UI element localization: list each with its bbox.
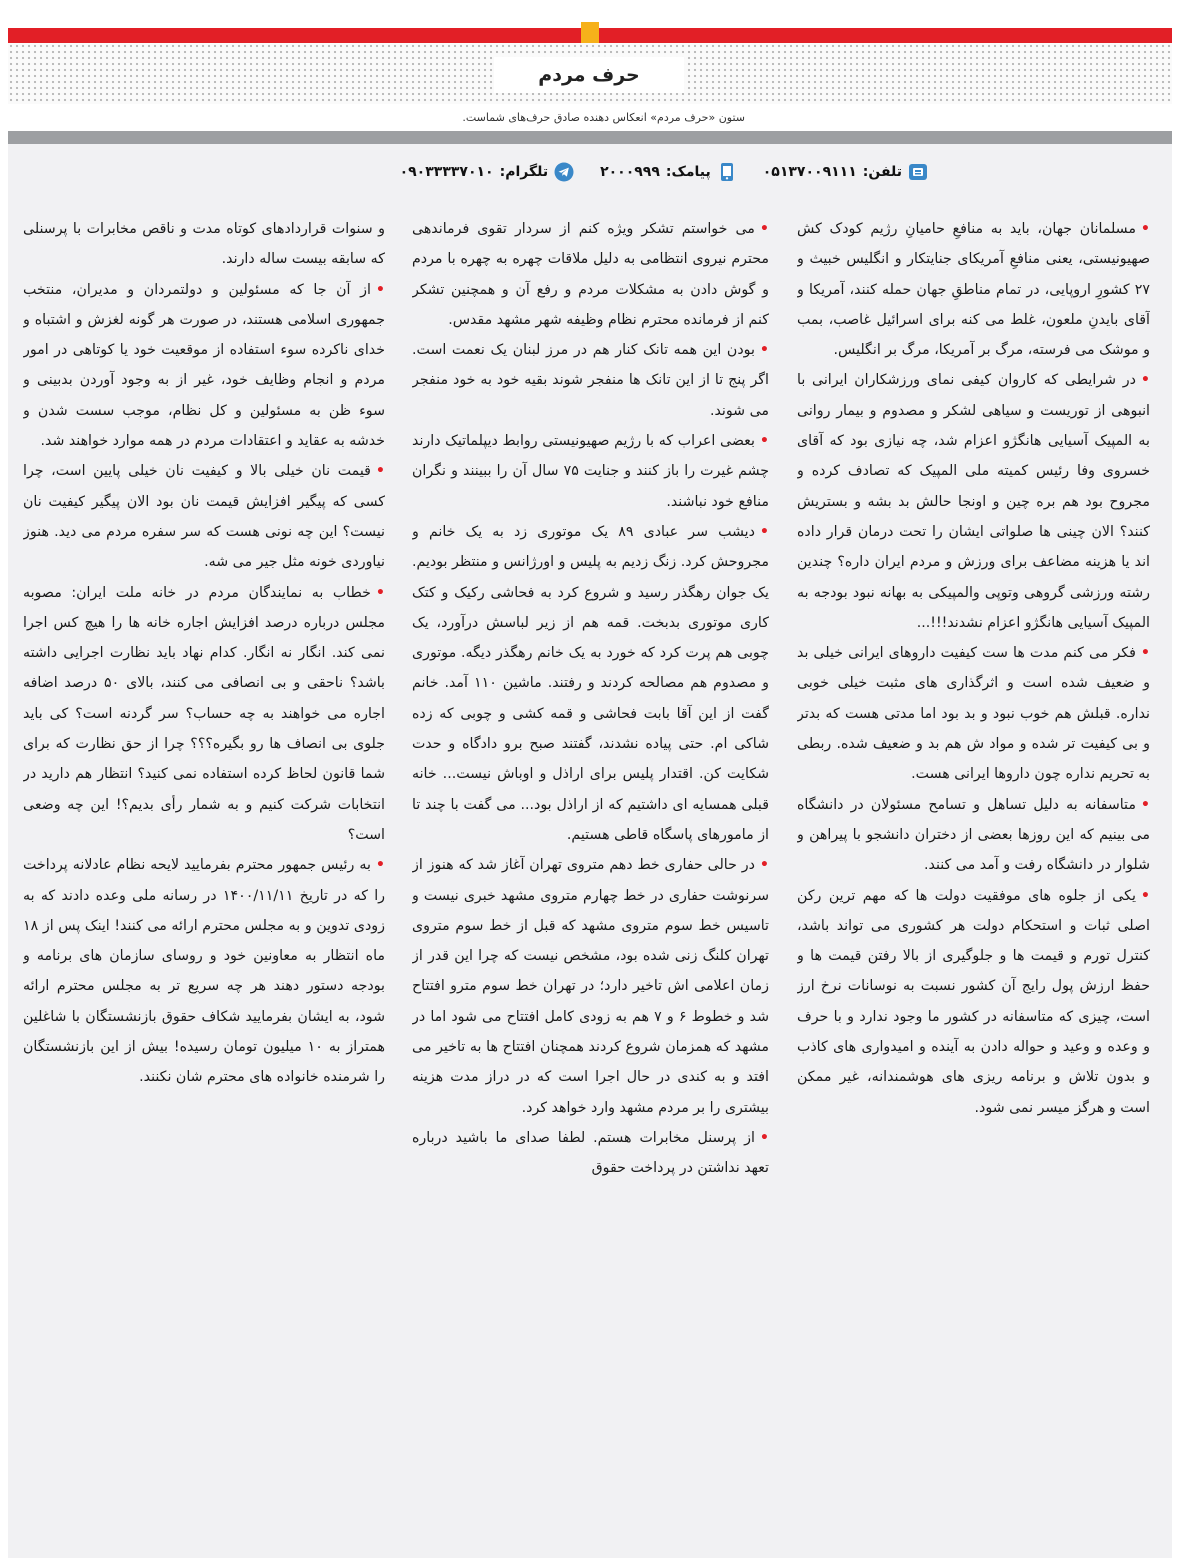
bullet-marker: •	[759, 342, 769, 359]
bullet-marker: •	[375, 857, 385, 874]
title-band	[8, 43, 1172, 104]
bullet-marker: •	[1140, 645, 1150, 662]
paragraph: •خطاب به نمایندگان مردم در خانه ملت ایران: مصوبه مجلس درباره درصد افزایش اجاره خانه ها را هیچ کس اجرا نمی کند. انگار نه انگار. کدام نهاد باید نظارت اجرایی داشته باشد؟ ناحقی و بی انصافی می کنند، بالای ۵۰ درصد اضافه اجاره می خواهند به چه حساب؟ سر گردنه است؟ کی باید جلوی بی انصاف ها رو بگیره؟؟؟ چرا از حق نظارت که برای شما قانون لحاظ کرده استفاده نمی کنید؟ انتظار هم دارید در انتخابات شرکت کنیم و به شمار رأی بدیم؟! این چه وضعی است؟	[23, 584, 385, 843]
column-middle	[412, 214, 769, 1549]
paragraph: •بعضی اعراب که با رژیم صهیونیستی روابط دیپلماتیک دارند چشم غیرت را باز کنند و جنایت ۷۵ سال آن را ببینند و نگران منافع خود نباشند.	[412, 433, 769, 510]
bullet-marker: •	[375, 463, 385, 480]
bullet-marker: •	[375, 281, 385, 298]
column-right	[797, 214, 1150, 1549]
paragraph: •مسلمانان جهان، باید به منافعِ حامیانِ رژیم کودک کش صهیونیستی، یعنی منافعِ آمریکای جنایتکار و انگلیس خبیث و ۲۷ کشورِ اروپایی، در تمام مناطقِ جهان حمله کنند، آمریکا و آقای بایدنِ ملعون، غلط می کنه برای اسرائیل غاصب، بمب و موشک می فرسته، مرگ بر آمریکا، مرگ بر انگلیس.	[797, 221, 1150, 359]
paragraph: •فکر می کنم مدت ها ست کیفیت داروهای ایرانی خیلی بد و ضعیف شده است و اثرگذاری های مثبت خیلی خوبی نداره. قبلش هم خوب نبود و بد بود اما مدتی هست که بدتر و بی کیفیت تر شده و مواد ش هم بد و ضعیف شده. ربطی به تحریم نداره چون داروها ایرانی هست.	[797, 645, 1150, 783]
gray-divider	[8, 131, 1172, 144]
bullet-marker: •	[375, 584, 385, 601]
telegram-icon	[554, 162, 574, 182]
paragraph: •می خواستم تشکر ویژه کنم از سردار تقوی فرماندهی محترم نیروی انتظامی به دلیل ملاقات چهره به چهره با مردم و گوش دادن به مشکلات مردم و رفع آن و همچنین تشکر کنم از فرمانده محترم نظام وظیفه شهر مشهد مقدس.	[412, 221, 769, 328]
paragraph: •قیمت نان خیلی بالا و کیفیت نان خیلی پایین است، چرا کسی که پیگیر افزایش قیمت نان بود الان پیگیر کیفیت نان نیست؟ این چه نونی هست که سر سفره مردم می دید. هنوز نیاوردی خونه مثل جیر می شه.	[23, 463, 385, 571]
paragraph: •به رئیس جمهور محترم بفرمایید لایحه نظام عادلانه پرداخت را که در تاریخ ۱۴۰۰/۱۱/۱۱ در رسانه ملی وعده دادند که به زودی تدوین و به مجلس محترم ارائه می کنند! اینک پس از ۱۸ ماه انتظار به معاونین خود و روسای سازمان های برنامه و بودجه دستور دهند هر چه سریع تر به مجلس محترم ارائه شود، به ایشان بفرمایید شکاف حقوق بازنشستگان با شاغلین همتراز به ۱۰ میلیون تومان رسیده! بیش از این بازنشستگان را شرمنده خانواده های محترم شان نکنند.	[23, 857, 385, 1086]
bullet-marker: •	[1140, 796, 1150, 813]
content-area	[8, 144, 1172, 1558]
contact-row	[268, 158, 928, 186]
telegram-label: تلگرام:	[499, 164, 549, 180]
phone-label: تلفن:	[862, 164, 902, 180]
bullet-marker: •	[1140, 372, 1150, 389]
bullet-marker: •	[759, 523, 769, 540]
bullet-marker: •	[759, 857, 769, 874]
phone-number[interactable]: ۰۵۱۳۷۰۰۹۱۱۱	[762, 164, 857, 180]
paragraph: •متاسفانه به دلیل تساهل و تسامح مسئولان در دانشگاه می بینیم که این روزها بعضی از دختران دانشجو با پیراهن و شلوار در دانشگاه رفت و آمد می کنند.	[797, 796, 1150, 874]
bullet-marker: •	[759, 1129, 769, 1146]
paragraph: •یکی از جلوه های موفقیت دولت ها که مهم ترین رکن اصلی ثبات و استحکام دولت هر کشوری می تواند باشد، کنترل تورم و قیمت ها و جلوگیری از بالا رفتن قیمت ها و حفظ ارزش پول رایج آن کشور نسبت به نوسانات نرخ ارز است، چیزی که متاسفانه در کشور ما وجود ندارد و با حرف و وعده و وعید و حواله دادن به آینده و امیدواری های کاذب و بدون تلاش و برنامه ریزی های هوشمندانه، غیر ممکن است و هرگز میسر نمی شود.	[797, 887, 1150, 1116]
paragraph: •از آن جا که مسئولین و دولتمردان و مدیران، منتخب جمهوری اسلامی هستند، در صورت هر گونه لغزش و اشتباه و خدای ناکرده سوء استفاده از موقعیت خود یا کوتاهی در امور مردم و انجام وظایف خود، غیر از به وجود آوردن بدبینی و سوء ظن به مسئولین و کل نظام، موجب سست شدن و خدشه به عقاید و اعتقادات مردم در همه موارد خواهند شد.	[23, 281, 385, 450]
bullet-marker: •	[759, 433, 769, 450]
paragraph: •بودن این همه تانک کنار هم در مرز لبنان یک نعمت است. اگر پنج تا از این تانک ها منفجر شوند بقیه خود به خود منفجر می شوند.	[412, 342, 769, 419]
bullet-marker: •	[759, 221, 769, 237]
sms-number[interactable]: ۲۰۰۰۹۹۹	[600, 164, 660, 180]
telegram-number[interactable]: ۰۹۰۳۳۳۳۷۰۱۰	[399, 164, 494, 180]
paragraph: •دیشب سر عبادی ۸۹ یک موتوری زد به یک خانم و مجروحش کرد. زنگ زدیم به پلیس و اورژانس و منتظر بودیم. یک جوان رهگذر رسید و شروع کرد به فحاشی رکیک و کتک کاری موتوری بدبخت. قمه هم از زیر لباسش درآورد، یک چوبی هم پرت کرد که خورد به یک خانم رهگذر دیگه. موتوری و مصدوم هم مصالحه کردند و رفتند. ماشین ۱۱۰ آمد. خانم گفت از این آقا بابت فحاشی و قمه کشی و چوبی که زده شاکی ام. حتی پیاده نشدند، گفتند صبح برو دادگاه و حدت شکایت کن. اقتدار پلیس برای اراذل و اوباش نیست... خانه قبلی همسایه ای داشتیم که از اراذل بود... می گفت با چند تا از مامورهای پاسگاه قاطی هستیم.	[412, 523, 769, 843]
paragraph: •در شرایطی که کاروان کیفی نمای ورزشکاران ایرانی با انبوهی از توریست و سیاهی لشکر و مصدوم و بیمار روانی به المپیک آسیایی هانگژو اعزام شد، چه نیازی بود که آقای خسروی وفا رئیس کمیته ملی المپیک که تصادف کرده و مجروح بود هم بره چین و اونجا حالش بد بشه و بستریش کنند؟ الان چینی ها صلواتی ایشان را تحت درمان قرار داده اند یا هزینه مضاعف برای ورزش و مردم ایران داره؟ چندین رشته ورزشی گروهی وتوپی والمپیکی به بهانه نبود بودجه به المپیک آسیایی هانگژو اعزام نشدند!!!...	[797, 372, 1150, 631]
phone-icon	[908, 162, 928, 182]
column-left	[23, 214, 385, 1549]
section-subtitle: ستون «حرف مردم» انعکاس دهنده صادق حرف‌های شماست.	[462, 111, 745, 124]
paragraph: •در حالی حفاری خط دهم متروی تهران آغاز شد که هنوز از سرنوشت حفاری در خط چهارم متروی مشهد خبری نیست و تاسیس خط سوم متروی مشهد که قبل از خط سوم متروی تهران کلنگ زنی شده بود، مشخص نیست که چرا این قدر از زمان اعلامی اش تاخیر دارد؛ در تهران خط سوم مترو افتتاح شد و خطوط ۶ و ۷ هم به زودی کامل افتتاح می شود اما در مشهد که همزمان شروع کردند همچنان افتتاح ها به تاخیر می افتد و به کندی در حال اجرا است که در دراز مدت هزینه بیشتری را بر مردم مشهد وارد خواهد کرد.	[412, 857, 769, 1116]
paragraph: •از پرسنل مخابرات هستم. لطفا صدای ما باشید درباره تعهد نداشتن در پرداخت حقوق	[412, 1129, 769, 1177]
bullet-marker: •	[1140, 887, 1150, 904]
mobile-icon	[717, 162, 737, 182]
bullet-marker: •	[1140, 221, 1150, 237]
contact-sms	[600, 162, 737, 182]
paragraph: و سنوات قراردادهای کوتاه مدت و ناقص مخابرات با پرسنلی که سابقه بیست ساله دارند.	[23, 221, 385, 268]
sms-label: پیامک:	[665, 164, 711, 180]
contact-telegram	[400, 162, 574, 182]
section-title: حرف مردم	[494, 57, 684, 93]
contact-phone	[763, 162, 928, 182]
